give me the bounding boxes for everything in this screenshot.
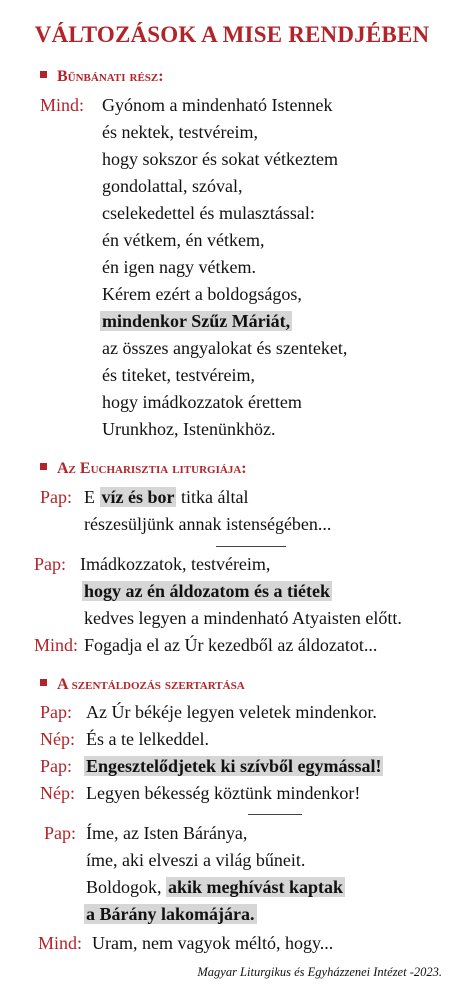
highlight: víz és bor (101, 487, 175, 507)
text-line (86, 876, 345, 898)
text-line: részesüljünk annak istenségében... (84, 514, 332, 534)
section-heading-label: Bűnbánati rész: (57, 68, 164, 85)
speaker-label: Pap: (44, 823, 77, 843)
text-line: hogy imádkozzatok érettem (102, 392, 302, 412)
speaker-label: Mind: (40, 95, 85, 115)
section-heading-label: A szentáldozás szertartása (57, 676, 245, 693)
text-line: Az Úr békéje legyen veletek mindenkor. (86, 702, 377, 722)
speaker-label: Nép: (40, 729, 75, 749)
text-line: íme, aki elveszi a világ bűneit. (86, 850, 306, 870)
text-line: Imádkozzatok, testvéreim, (80, 554, 271, 574)
text-line: Uram, nem vagyok méltó, hogy... (92, 933, 334, 953)
speaker-label: Pap: (40, 487, 73, 507)
text-line: cselekedettel és mulasztással: (102, 203, 315, 223)
text-line: Legyen békesség köztünk mindenkor! (86, 783, 361, 803)
speaker-label: Pap: (34, 554, 67, 574)
highlight: mindenkor Szűz Máriát, (102, 311, 291, 331)
text-line: gondolattal, szóval, (102, 176, 243, 196)
section-heading-eucharist (40, 460, 247, 478)
text-line: kedves legyen a mindenható Atyaisten előtt. (84, 608, 402, 628)
footer-credit: Magyar Liturgikus és Egyházzenei Intézet -2023. (197, 965, 442, 979)
section-heading-communion (40, 676, 245, 694)
separator (216, 546, 286, 547)
speaker-label: Mind: (38, 933, 83, 953)
text-line: hogy sokszor és sokat vétkeztem (102, 149, 338, 169)
text-line: és nektek, testvéreim, (102, 122, 258, 142)
separator (248, 814, 302, 815)
text-line: És a te lelkeddel. (86, 729, 209, 749)
text-line (84, 486, 248, 508)
text-line: Íme, az Isten Báránya, (86, 823, 248, 843)
bullet-icon (40, 463, 47, 470)
speaker-label: Mind: (34, 635, 79, 655)
speaker-label: Pap: (40, 756, 73, 776)
highlight: Engesztelődjetek ki szívből egymással! (86, 756, 382, 776)
bullet-icon (40, 679, 47, 686)
bullet-icon (40, 71, 47, 78)
highlighted-text-line (100, 310, 292, 332)
text-line: Urunkhoz, Istenünkhöz. (102, 419, 276, 439)
highlight: akik meghívást kaptak (168, 877, 344, 897)
text-line: Fogadja el az Úr kezedből az áldozatot... (84, 635, 378, 655)
section-heading-penitential (40, 68, 164, 86)
text-fragment: E (84, 487, 100, 507)
text-line: az összes angyalokat és szenteket, (102, 338, 348, 358)
page-title: VÁLTOZÁSOK A MISE RENDJÉBEN (34, 22, 430, 47)
text-line: Gyónom a mindenható Istennek (102, 95, 333, 115)
highlight: hogy az én áldozatom és a tiétek (84, 581, 330, 601)
speaker-label: Nép: (40, 783, 75, 803)
text-fragment: Boldogok, (86, 877, 167, 897)
highlighted-text-line (82, 580, 332, 602)
highlighted-text-line (84, 755, 383, 777)
text-line: és titeket, testvéreim, (102, 365, 255, 385)
highlight: a Bárány lakomájára. (86, 904, 255, 924)
speaker-label: Pap: (40, 702, 73, 722)
highlighted-text-line (84, 903, 257, 925)
text-line: én vétkem, én vétkem, (102, 230, 265, 250)
text-line: Kérem ezért a boldogságos, (102, 284, 302, 304)
text-fragment: titka által (176, 487, 249, 507)
text-line: én igen nagy vétkem. (102, 257, 256, 277)
section-heading-label: Az Eucharisztia liturgiája: (57, 460, 247, 477)
